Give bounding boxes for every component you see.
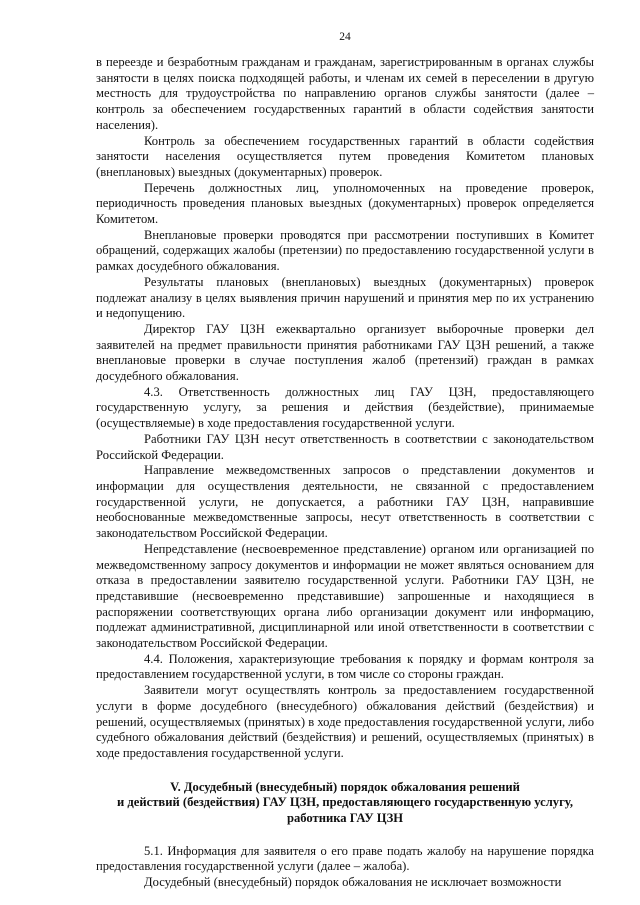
paragraph: Работники ГАУ ЦЗН несут ответственность в соответствии с законодательством Российской Федерации. [96,431,594,462]
body-after-heading [96,844,594,891]
paragraph: Заявители могут осуществлять контроль за предоставлением государственной услуги в форме досудебного (внесудебного) обжалования действий (бездействия) и решений, осуществляемых (принятых) в ходе предоставления государственной услуги, либо судебного обжалования действий (бездействия) и решений, осуществляемых (принятых) в ходе предоставления государственной услуги. [96,683,594,760]
section-heading-line: работника ГАУ ЦЗН [286,811,404,826]
paragraph: 4.3. Ответственность должностных лиц ГАУ ЦЗН, предоставляющего государственную услугу, за решения и действия (бездействие), принимаемые (осуществляемые) в ходе предоставления государственной услуги. [96,384,594,431]
paragraph: Внеплановые проверки проводятся при рассмотрении поступивших в Комитет обращений, содержащих жалобы (претензии) по предоставлению государственной услуги в рамках досудебного обжалования. [96,227,594,274]
paragraph: Непредставление (несвоевременное представление) органом или организацией по межведомственному запросу документов и информации не может являться основанием для отказа в предоставлении заявителю государственной услуги. Работники ГАУ ЦЗН, не представившие (несвоевременно представившие) запрошенные и находящиеся в распоряжении соответствующих органа либо организации документ или информацию, подлежат административной, дисциплинарной или иной ответственности в соответствии с законодательством Российской Федерации. [96,541,594,651]
paragraph: 4.4. Положения, характеризующие требования к порядку и формам контроля за предоставлением государственной услуги, в том числе со стороны граждан. [96,651,594,682]
paragraph: Результаты плановых (внеплановых) выездных (документарных) проверок подлежат анализу в целях выявления причин нарушений и принятия мер по их устранению и недопущению. [96,274,594,321]
paragraph: Директор ГАУ ЦЗН ежеквартально организует выборочные проверки дел заявителей на предмет правильности принятия работниками ГАУ ЦЗН решений, а также внеплановые проверки в случае поступления жалоб (претензий) граждан в рамках досудебного обжалования. [96,321,594,384]
page-number: 24 [339,31,351,43]
paragraph: в переезде и безработным гражданам и гражданам, зарегистрированным в органах службы занятости в целях поиска подходящей работы, и членам их семей в переселении в другую местность для трудоустройства по направлению органов службы занятости (далее – контроль за обеспечением государственных гарантий в области содействия занятости населения). [96,55,594,132]
paragraph: Досудебный (внесудебный) порядок обжалования не исключает возможности [144,875,562,890]
paragraph: Перечень должностных лиц, уполномоченных на проведение проверок, периодичность проведения плановых выездных (документарных) проверок определяется Комитетом. [96,180,594,227]
body-before-heading [96,55,594,762]
section-heading-line: и действий (бездействия) ГАУ ЦЗН, предоставляющего государственную услугу, [117,795,573,810]
section-heading [96,780,594,827]
paragraph: Контроль за обеспечением государственных гарантий в области содействия занятости населения осуществляется путем проведения Комитетом плановых (внеплановых) выездных (документарных) проверок. [96,133,594,179]
paragraph: Направление межведомственных запросов о представлении документов и информации для осуществления деятельности, не связанной с предоставлением государственной услуги, не допускается, а работники ГАУ ЦЗН, направившие необоснованные межведомственные запросы, несут ответственность в соответствии с законодательством Российской Федерации. [96,463,594,541]
section-heading-line: V. Досудебный (внесудебный) порядок обжалования решений [170,779,520,794]
paragraph: 5.1. Информация для заявителя о его праве подать жалобу на нарушение порядка предоставления государственной услуги (далее – жалоба). [96,843,594,874]
